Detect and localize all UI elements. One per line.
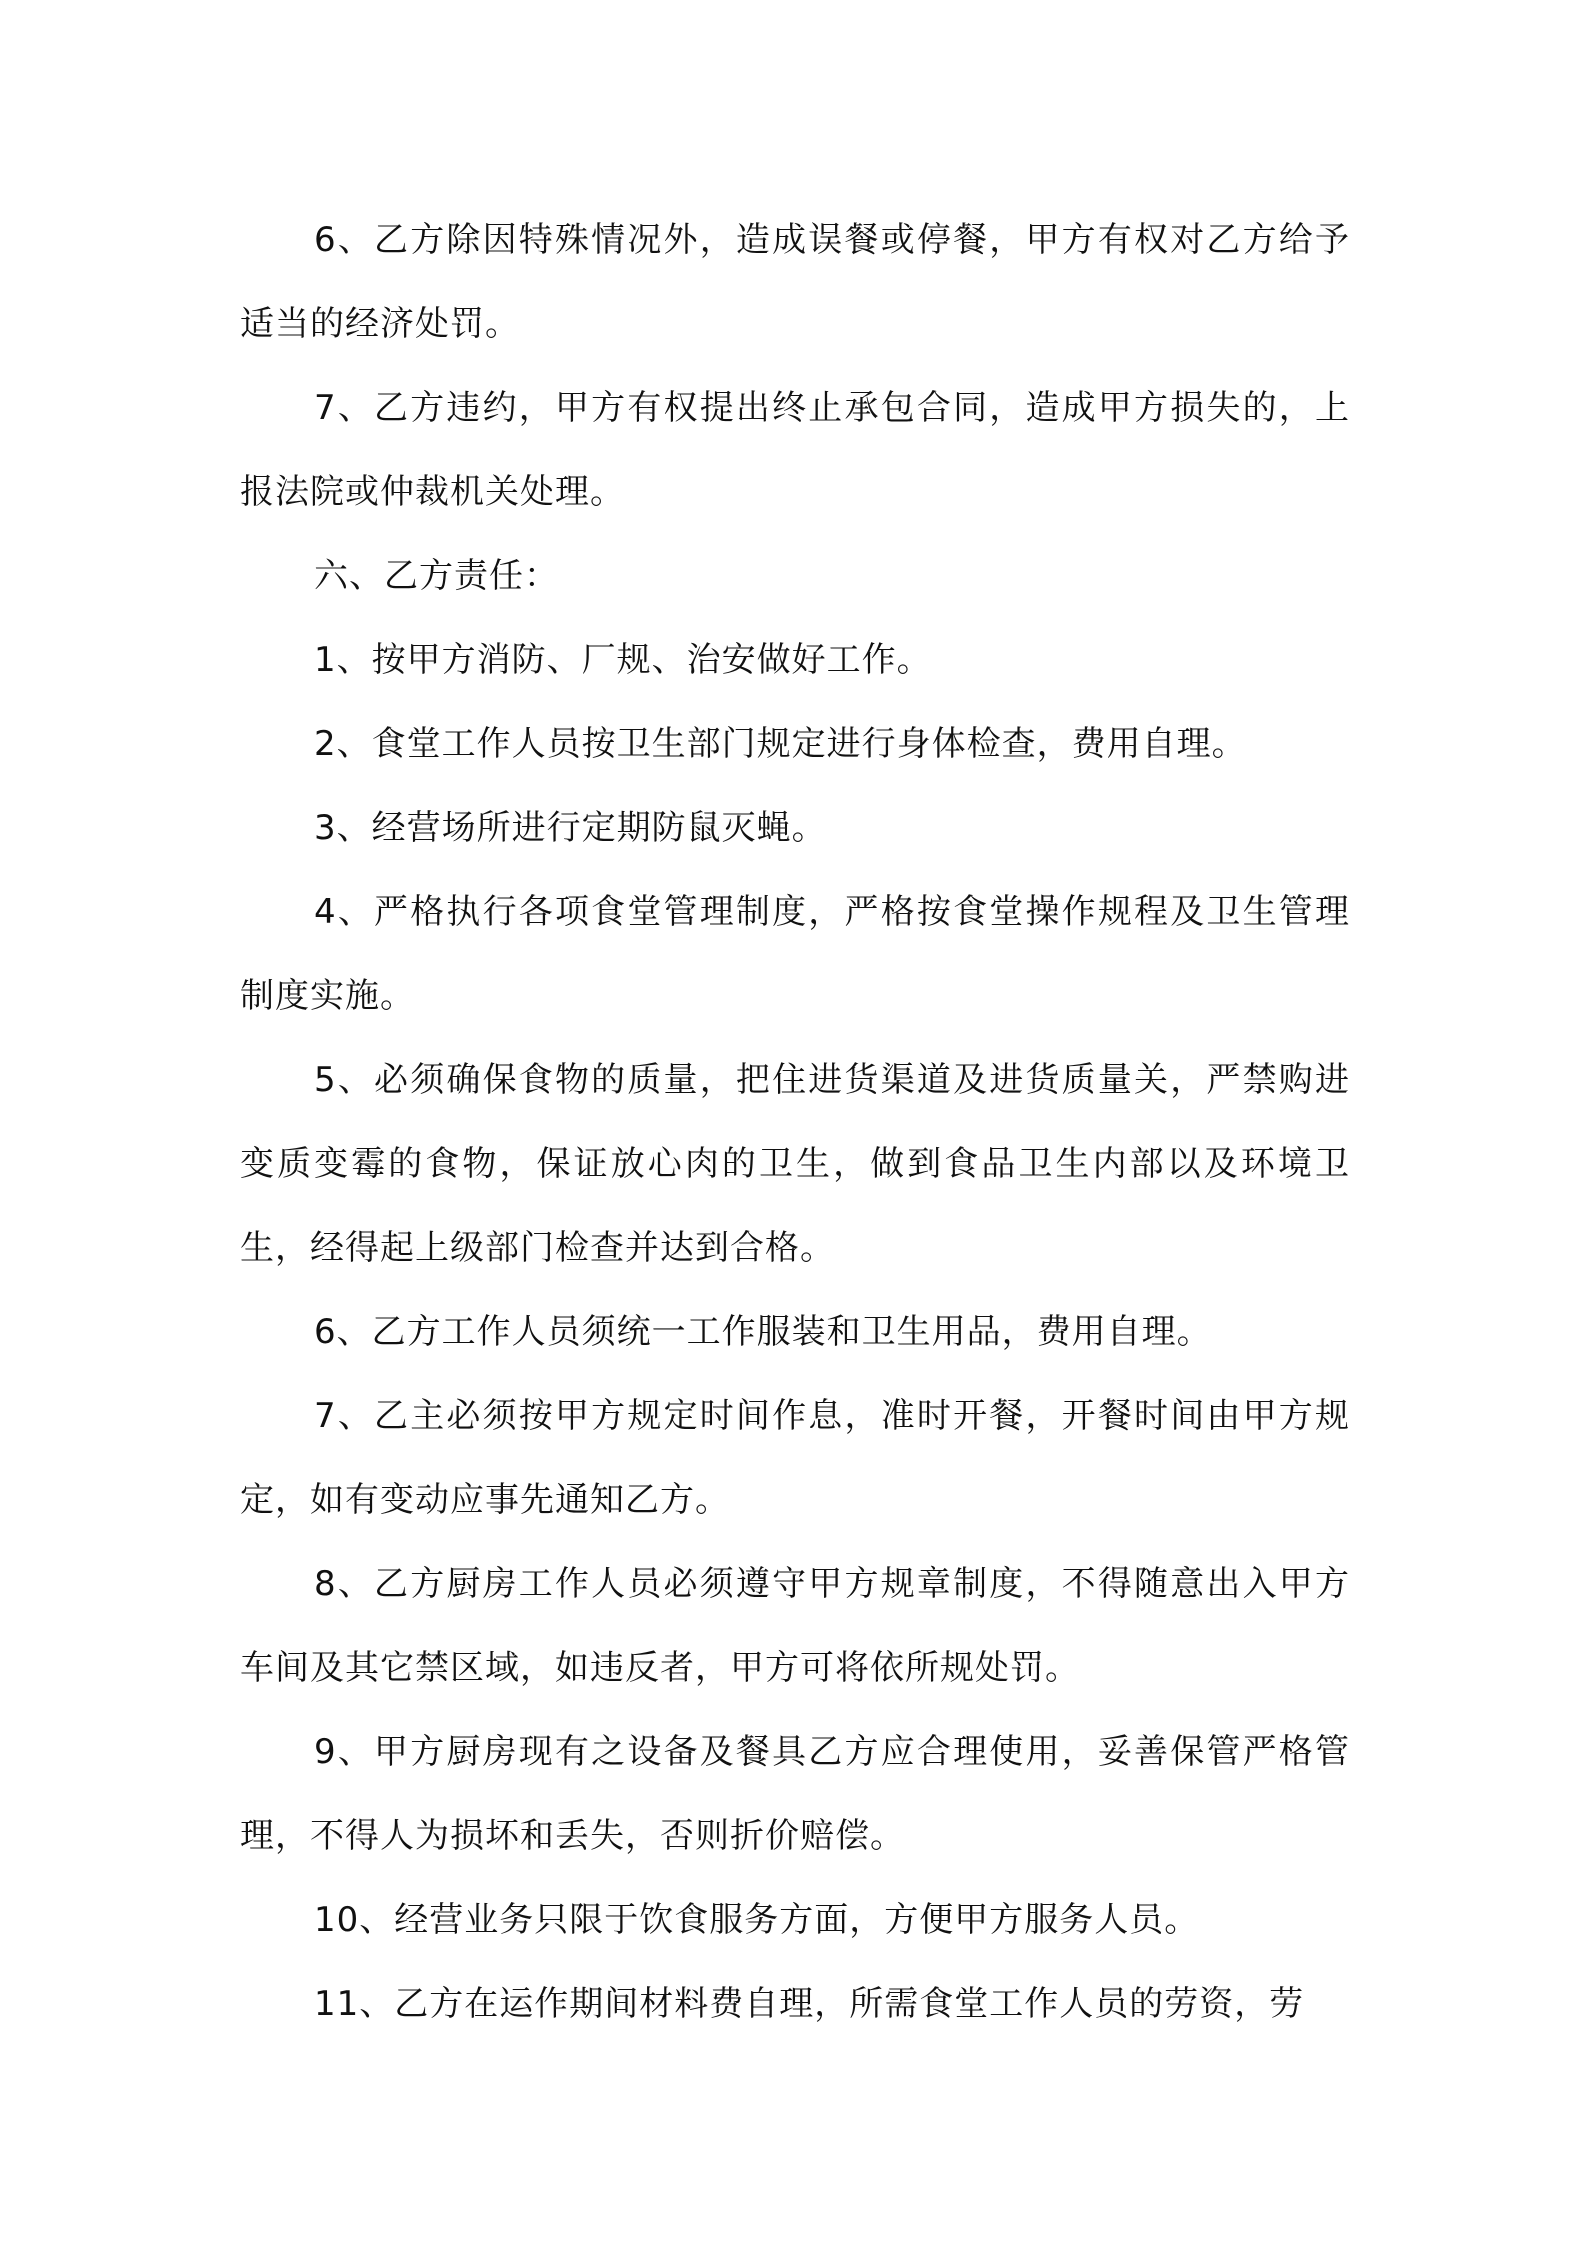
paragraph-material-costs: 11、乙方在运作期间材料费自理，所需食堂工作人员的劳资，劳 xyxy=(314,1984,1305,2024)
paragraph-equipment-care: 9、甲方厨房现有之设备及餐具乙方应合理使用，妥善保管严格管理，不得人为损坏和丢失，否则折价赔偿。 xyxy=(240,1732,1350,1856)
paragraph-breach-termination: 7、乙方违约，甲方有权提出终止承包合同，造成甲方损失的，上报法院或仲裁机关处理。 xyxy=(240,388,1350,512)
paragraph-business-scope: 10、经营业务只限于饮食服务方面，方便甲方服务人员。 xyxy=(314,1900,1200,1940)
paragraph-food-quality: 5、必须确保食物的质量，把住进货渠道及进货质量关，严禁购进变质变霉的食物，保证放心肉的卫生，做到食品卫生内部以及环境卫生，经得起上级部门检查并达到合格。 xyxy=(240,1060,1350,1268)
paragraph-pest-control: 3、经营场所进行定期防鼠灭蝇。 xyxy=(314,808,827,848)
paragraph-health-check: 2、食堂工作人员按卫生部门规定进行身体检查，费用自理。 xyxy=(314,724,1247,764)
paragraph-kitchen-staff-rules: 8、乙方厨房工作人员必须遵守甲方规章制度，不得随意出入甲方车间及其它禁区域，如违反者，甲方可将依所规处罚。 xyxy=(240,1564,1350,1688)
document-body xyxy=(240,198,1350,2046)
paragraph-penalty-meal-delay: 6、乙方除因特殊情况外，造成误餐或停餐，甲方有权对乙方给予适当的经济处罚。 xyxy=(240,220,1350,344)
paragraph-fire-safety: 1、按甲方消防、厂规、治安做好工作。 xyxy=(314,640,932,680)
paragraph-uniforms: 6、乙方工作人员须统一工作服装和卫生用品，费用自理。 xyxy=(314,1312,1212,1352)
paragraph-management-rules: 4、严格执行各项食堂管理制度，严格按食堂操作规程及卫生管理制度实施。 xyxy=(240,892,1350,1016)
paragraph-meal-schedule: 7、乙主必须按甲方规定时间作息，准时开餐，开餐时间由甲方规定，如有变动应事先通知乙方。 xyxy=(240,1396,1350,1520)
section-heading-party-b-responsibilities: 六、乙方责任： xyxy=(314,556,559,596)
